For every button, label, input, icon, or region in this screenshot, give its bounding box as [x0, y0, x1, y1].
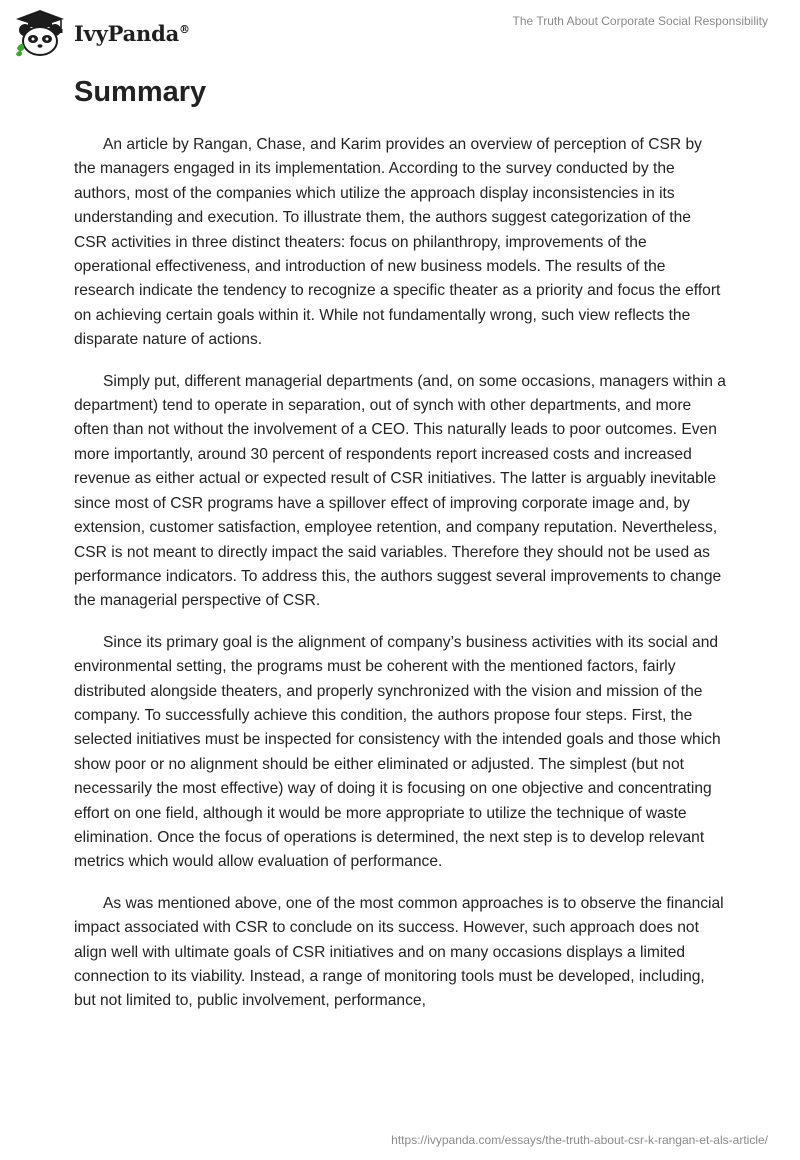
panda-graduate-icon [14, 8, 66, 58]
body-paragraph: An article by Rangan, Chase, and Karim provides an overview of perception of CSR by the managers engaged in its implementation. According to the survey conducted by the authors, most of the companies which utilize the approach display inconsistencies in its understanding and execution. To illustrate them, the authors suggest categorization of the CSR activities in three distinct theaters: focus on philanthropy, improvements of the operational effectiveness, and introduction of new business models. The results of the research indicate the tendency to recognize a specific theater as a priority and focus the effort on achieving certain goals within it. While not fundamentally wrong, such view reflects the disparate nature of actions. [74, 136, 721, 349]
main-content [74, 70, 726, 1014]
page-header [0, 0, 800, 70]
ivypanda-logo[interactable] [14, 8, 190, 58]
source-url[interactable]: https://ivypanda.com/essays/the-truth-about-csr-k-rangan-et-als-article/ [391, 1133, 768, 1147]
body-paragraph: Simply put, different managerial departments (and, on some occasions, managers within a department) tend to operate in separation, out of synch with other departments, and more often than not without the involvement of a CEO. This naturally leads to poor outcomes. Even more importantly, around 30 percent of respondents report increased costs and increased revenue as either actual or expected result of CSR initiatives. The latter is arguably inevitable since most of CSR programs have a spillover effect of improving corporate image and, by extension, customer satisfaction, employee retention, and company reputation. Nevertheless, CSR is not meant to directly impact the said variables. Therefore they should not be used as performance indicators. To address this, the authors suggest several improvements to change the managerial perspective of CSR. [74, 372, 726, 610]
section-heading: Summary [74, 76, 207, 108]
body-paragraph: Since its primary goal is the alignment of company’s business activities with its social and environmental setting, the programs must be coherent with the mentioned factors, fairly distributed alongside theaters, and properly synchronized with the vision and mission of the company. To successfully achieve this condition, the authors propose four steps. First, the selected initiatives must be inspected for consistency with the intended goals and those which show poor or no alignment should be either eliminated or adjusted. The simplest (but not necessarily the most effective) way of doing it is focusing on one objective and concentrating effort on one field, although it would be more appropriate to utilize the technique of waste elimination. Once the focus of operations is determined, the next step is to develop relevant metrics which would allow evaluation of performance. [74, 633, 721, 871]
body-paragraph: As was mentioned above, one of the most common approaches is to observe the financial impact associated with CSR to conclude on its success. However, such approach does not align well with ultimate goals of CSR initiatives and on many occasions displays a limited connection to its viability. Instead, a range of monitoring tools must be developed, including, but not limited to, public involvement, performance, [74, 894, 724, 1010]
brand-name: IvyPanda® [74, 20, 190, 46]
document-title: The Truth About Corporate Social Responsibility [512, 14, 768, 28]
